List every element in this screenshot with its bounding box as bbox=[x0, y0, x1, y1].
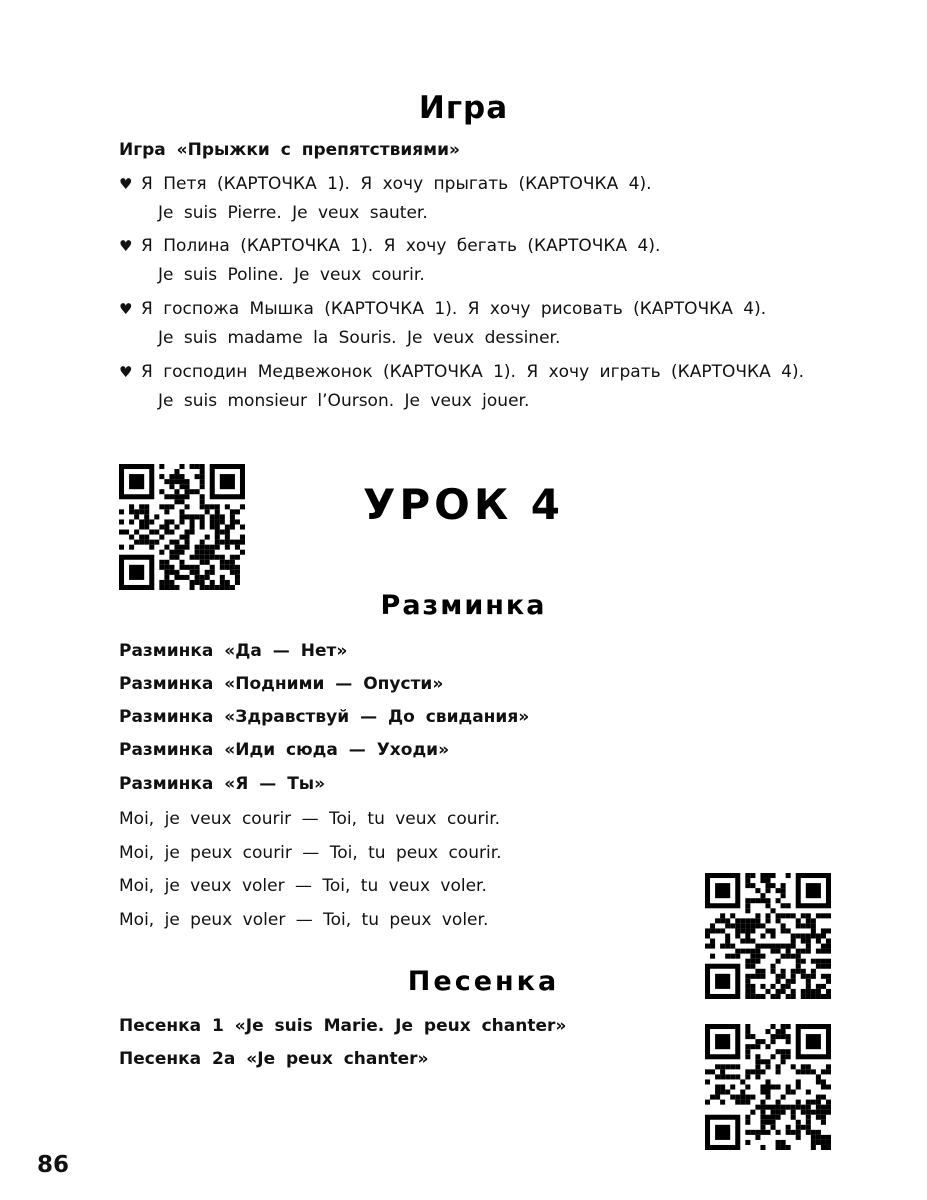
warmup-phrase-4: Moi, je peux voler — Toi, tu peux voler. bbox=[119, 910, 489, 930]
warmup-phrase-3: Moi, je veux voler — Toi, tu veux voler. bbox=[119, 876, 487, 896]
warmup-item-4: Разминка «Иди сюда — Уходи» bbox=[119, 740, 450, 760]
heart-bullet-icon: ♥ bbox=[119, 237, 133, 255]
game-item-1-fr: Je suis Pierre. Je veux sauter. bbox=[158, 203, 428, 223]
song-item-2: Песенка 2a «Je peux chanter» bbox=[119, 1049, 429, 1069]
warmup-item-5: Разминка «Я — Ты» bbox=[119, 774, 326, 794]
warmup-phrase-2: Moi, je peux courir — Toi, tu peux courir. bbox=[119, 843, 502, 863]
heart-bullet-icon: ♥ bbox=[119, 175, 133, 193]
game-item-3-ru: ♥ Я госпожа Мышка (КАРТОЧКА 1). Я хочу рисовать (КАРТОЧКА 4). bbox=[119, 299, 767, 319]
game-item-3-fr: Je suis madame la Souris. Je veux dessiner. bbox=[158, 328, 561, 348]
game-item-1-ru: ♥ Я Петя (КАРТОЧКА 1). Я хочу прыгать (КАРТОЧКА 4). bbox=[119, 174, 652, 194]
qr-code-icon bbox=[705, 1024, 831, 1150]
game-item-2-ru: ♥ Я Полина (КАРТОЧКА 1). Я хочу бегать (КАРТОЧКА 4). bbox=[119, 236, 661, 256]
section-heading-game: Игра bbox=[418, 90, 509, 126]
warmup-item-2: Разминка «Подними — Опусти» bbox=[119, 674, 444, 694]
heart-bullet-icon: ♥ bbox=[119, 363, 133, 381]
heart-bullet-icon: ♥ bbox=[119, 300, 133, 318]
game-item-2-fr: Je suis Poline. Je veux courir. bbox=[158, 265, 425, 285]
warmup-item-1: Разминка «Да — Нет» bbox=[119, 641, 348, 661]
lesson-title: УРОК 4 bbox=[362, 480, 565, 529]
game-title: Игра «Прыжки с препятствиями» bbox=[119, 140, 460, 160]
page-number: 86 bbox=[37, 1152, 70, 1178]
song-item-1: Песенка 1 «Je suis Marie. Je peux chanter» bbox=[119, 1016, 567, 1036]
section-heading-warmup: Разминка bbox=[380, 590, 547, 621]
section-heading-song: Песенка bbox=[407, 966, 560, 997]
game-item-4-fr: Je suis monsieur l’Ourson. Je veux jouer. bbox=[158, 391, 530, 411]
game-item-4-ru: ♥ Я господин Медвежонок (КАРТОЧКА 1). Я хочу играть (КАРТОЧКА 4). bbox=[119, 362, 805, 382]
warmup-phrase-1: Moi, je veux courir — Toi, tu veux courir. bbox=[119, 809, 501, 829]
warmup-item-3: Разминка «Здравствуй — До свидания» bbox=[119, 707, 530, 727]
